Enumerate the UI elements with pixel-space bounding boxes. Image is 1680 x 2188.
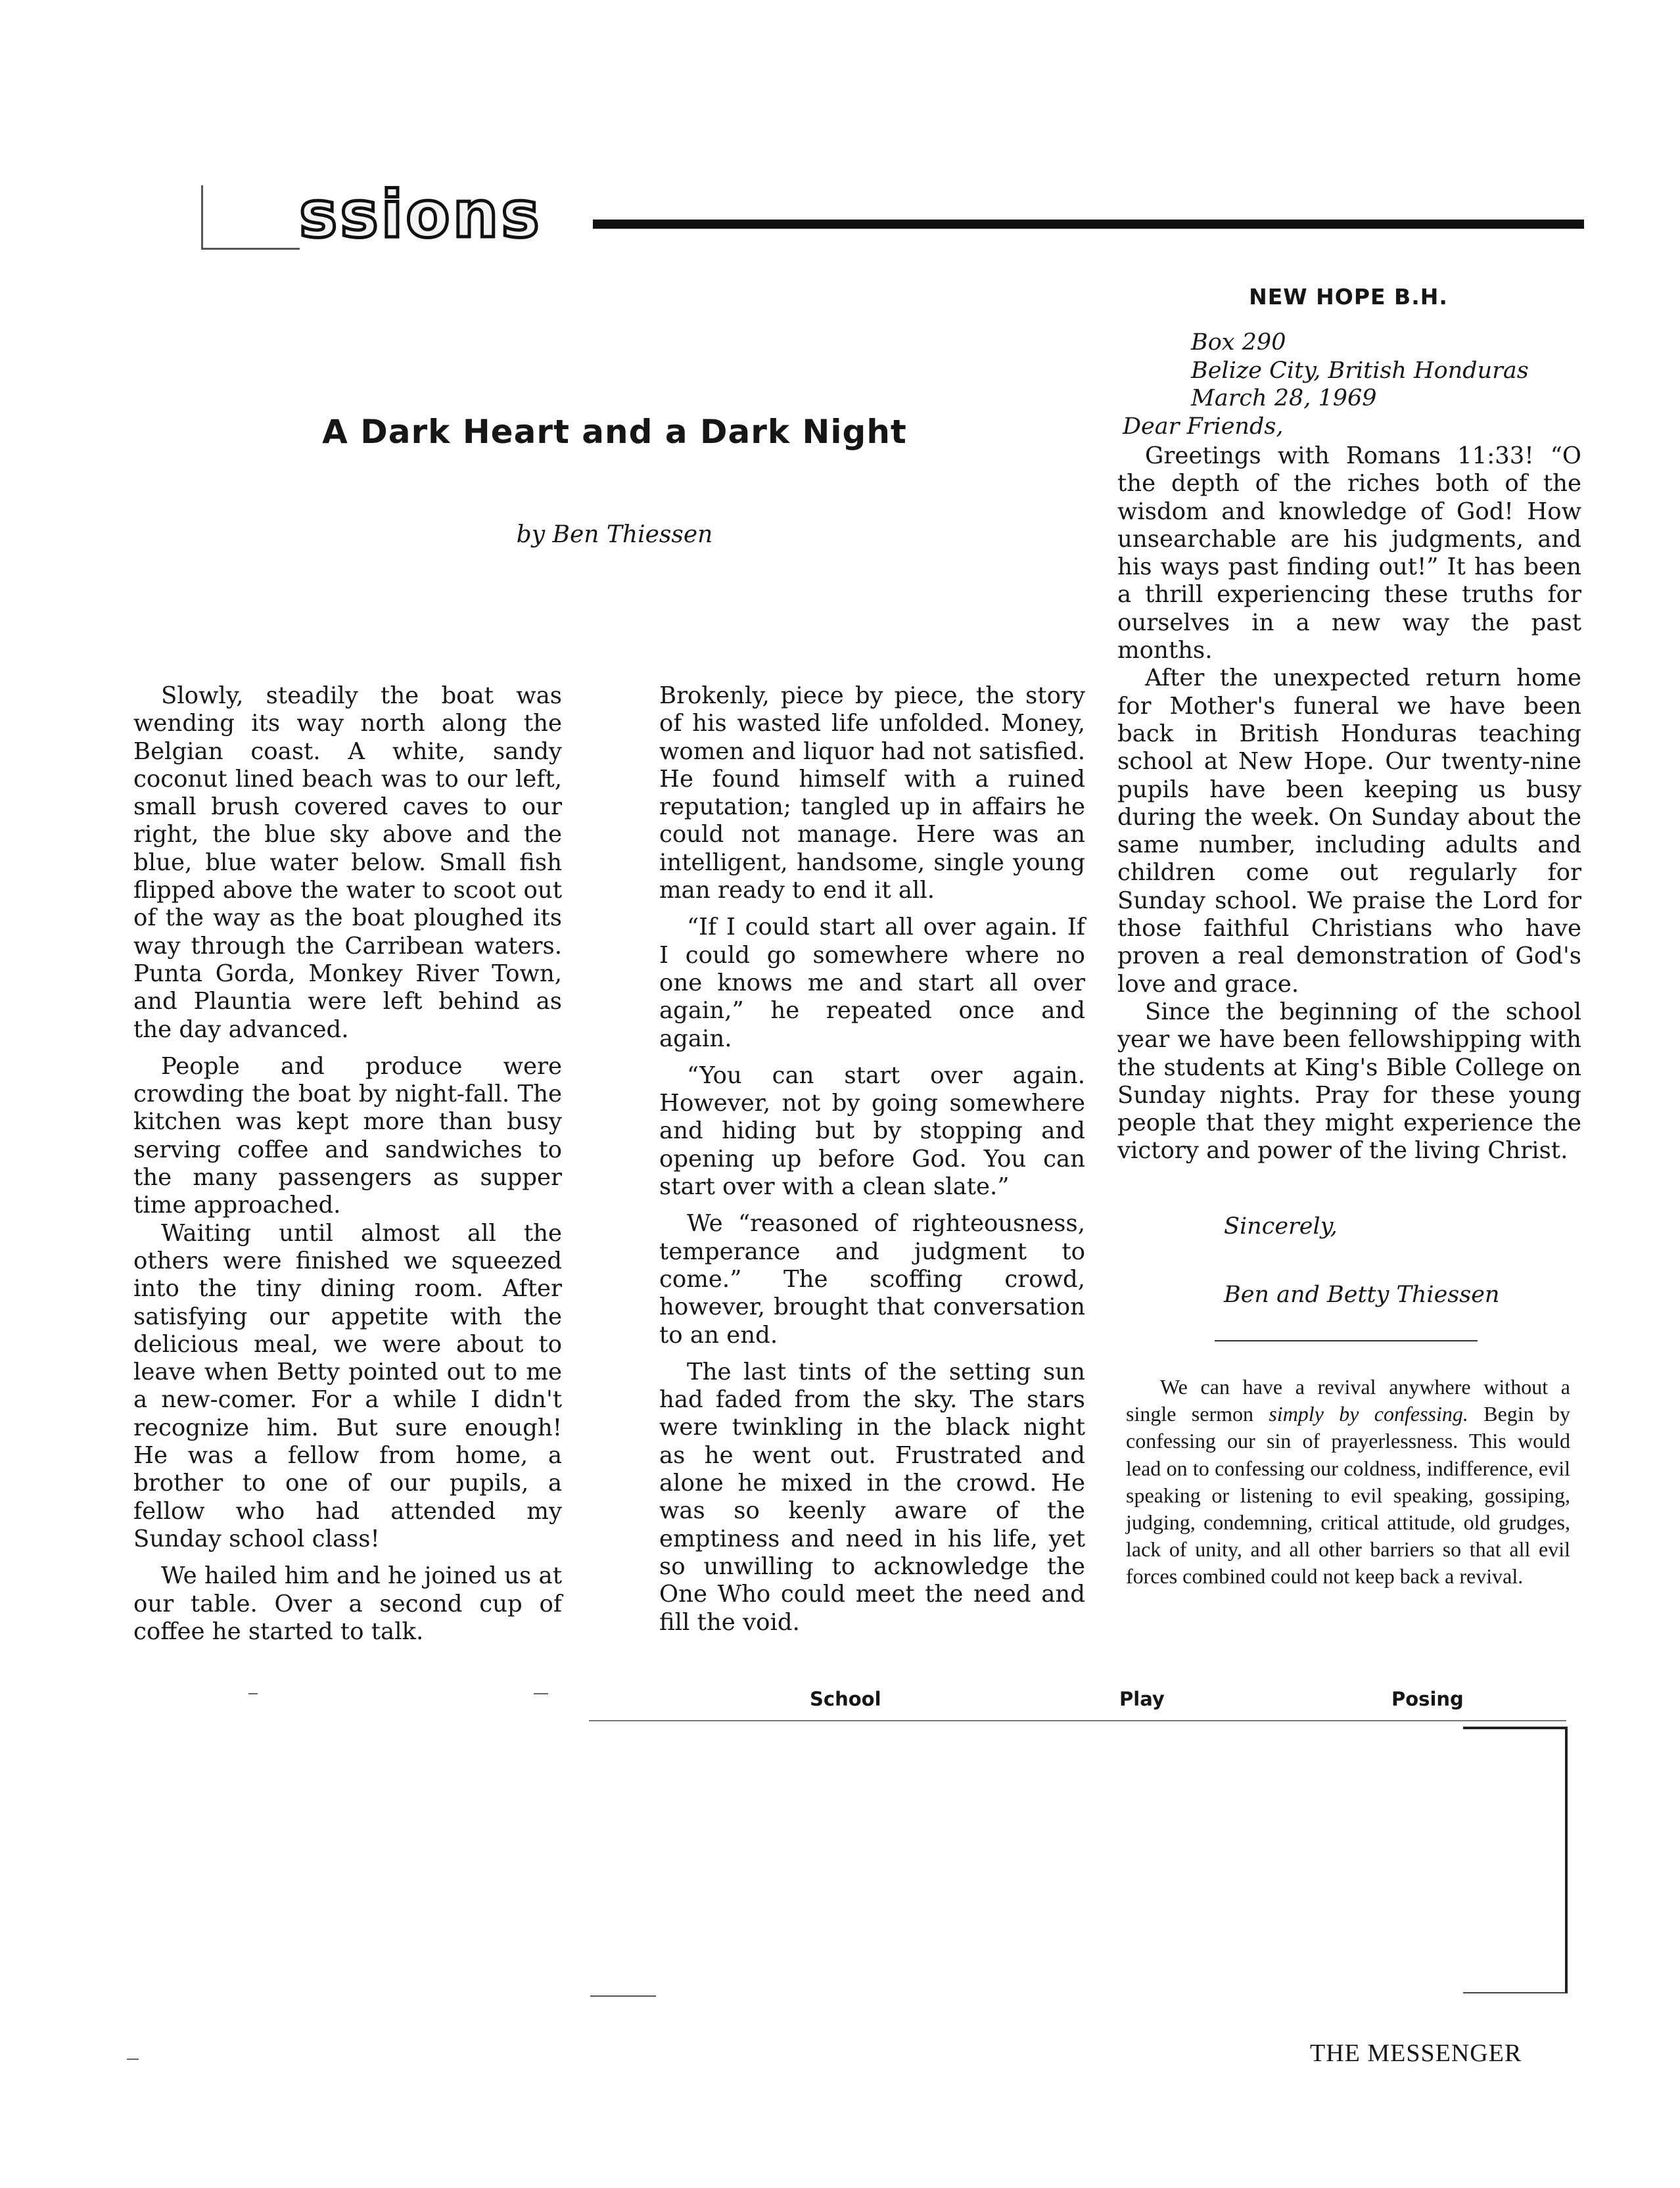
article-paragraph: We “reasoned of righteousness, temperance and judgment to come.” The scoffing crowd, however, brought that conversation to an end. — [659, 1210, 1085, 1349]
print-mark — [127, 2059, 139, 2060]
article-middle-column — [659, 682, 1085, 1637]
header-rule — [593, 220, 1584, 229]
letter-signature: Ben and Betty Thiessen — [1224, 1282, 1500, 1308]
article-paragraph: “If I could start all over again. If I could go somewhere where no one knows me and start all over again,” he repeated once and again. — [659, 914, 1085, 1052]
article-paragraph: “You can start over again. However, not by going somewhere and hiding but by stopping and opening up before God. You can start over with a clean slate.” — [659, 1061, 1085, 1201]
letter-closing: Sincerely, — [1224, 1213, 1338, 1240]
photo-caption-school: School — [810, 1688, 881, 1710]
photo-frame — [589, 1720, 1566, 1995]
quote-emphasis: simply by confessing. — [1269, 1402, 1468, 1426]
article-title: A Dark Heart and a Dark Night — [322, 413, 907, 451]
print-mark — [248, 1693, 258, 1694]
print-mark — [534, 1693, 548, 1694]
photo-caption-play: Play — [1119, 1688, 1165, 1710]
letter-salutation: Dear Friends, — [1123, 413, 1284, 440]
publication-footer: THE MESSENGER — [1310, 2039, 1522, 2067]
letter-paragraph: After the unexpected return home for Mother's funeral we have been back in British Honduras teaching school at New Hope. Our twenty-nine pupils have been keeping us busy during the week. On Sunday about the same number, including adults and children come out regularly for Sunday school. We praise the Lord for those faithful Christians who have proven a real demonstration of God's love and grace. — [1117, 664, 1581, 998]
photo-frame-edge — [1463, 1727, 1568, 1993]
letter-paragraph: Greetings with Romans 11:33! “O the depth of the riches both of the wisdom and knowledge of God! How unsearchable are his judgments, and his ways past finding out!” It has been a thrill experiencing these truths for ourselves in a new way the past months. — [1117, 442, 1581, 664]
article-paragraph: Brokenly, piece by piece, the story of his wasted life unfolded. Money, women and liquor had not satisfied. He found himself with a ruined reputation; tangled up in affairs he could not manage. Here was an intelligent, handsome, single young man ready to end it all. — [659, 682, 1085, 904]
address-line: March 28, 1969 — [1191, 385, 1377, 411]
quote-text: We can have a revival anywhere without a single sermon — [1126, 1375, 1570, 1426]
quote-text: Begin by confessing our sin of prayerlessness. This would lead on to confessing our coldness, indifference, evil speaking or listening to evil speaking, gossiping, judging, condemning, critical attitude, old grudges, lack of unity, and all other barriers so that all evil forces combined could not keep back a revival. — [1126, 1402, 1571, 1589]
revival-quote — [1126, 1374, 1570, 1591]
header-cropped-letter — [201, 185, 300, 250]
article-paragraph: Slowly, steadily the boat was wending its way north along the Belgian coast. A white, sandy coconut lined beach was to our left, small brush covered caves to our right, the blue sky above and the blue, blue water below. Small fish flipped above the water to scoot out of the way as the boat ploughed its way through the Carribean waters. Punta Gorda, Monkey River Town, and Plauntia were left behind as the day advanced. — [133, 682, 562, 1043]
article-left-column — [133, 682, 562, 1646]
letter-body — [1117, 442, 1581, 1165]
address-line: Box 290 — [1191, 329, 1286, 356]
letter-paragraph: Since the beginning of the school year we have been fellowshipping with the students at King's Bible College on Sunday nights. Pray for these young people that they might experience the victory and power of the living Christ. — [1117, 998, 1581, 1165]
letter-divider — [1215, 1340, 1478, 1341]
address-line: Belize City, British Honduras — [1191, 357, 1529, 384]
article-paragraph: Waiting until almost all the others were finished we squeezed into the tiny dining room. After satisfying our appetite with the delicious meal, we were about to leave when Betty pointed out to me a new-comer. For a while I didn't recognize him. But sure enough! He was a fellow from home, a brother to one of our pupils, a fellow who had attended my Sunday school class! — [133, 1219, 562, 1552]
article-byline: by Ben Thiessen — [516, 521, 713, 548]
article-paragraph: The last tints of the setting sun had faded from the sky. The stars were twinkling in the black night as he went out. Frustrated and alone he mixed in the crowd. He was so keenly aware of the emptiness and need in his life, yet so unwilling to acknowledge the One Who could meet the need and fill the void. — [659, 1358, 1085, 1636]
letter-heading: NEW HOPE B.H. — [1249, 284, 1448, 310]
article-paragraph: People and produce were crowding the boat by night-fall. The kitchen was kept more than busy serving coffee and sandwiches to the many passengers as supper time approached. — [133, 1052, 562, 1219]
letter-address — [1191, 329, 1529, 413]
article-paragraph: We hailed him and he joined us at our table. Over a second cup of coffee he started to talk. — [133, 1562, 562, 1645]
photo-frame-bottom-line — [590, 1995, 656, 1997]
photo-caption-posing: Posing — [1391, 1688, 1464, 1710]
section-header-word: ssions — [299, 177, 542, 252]
